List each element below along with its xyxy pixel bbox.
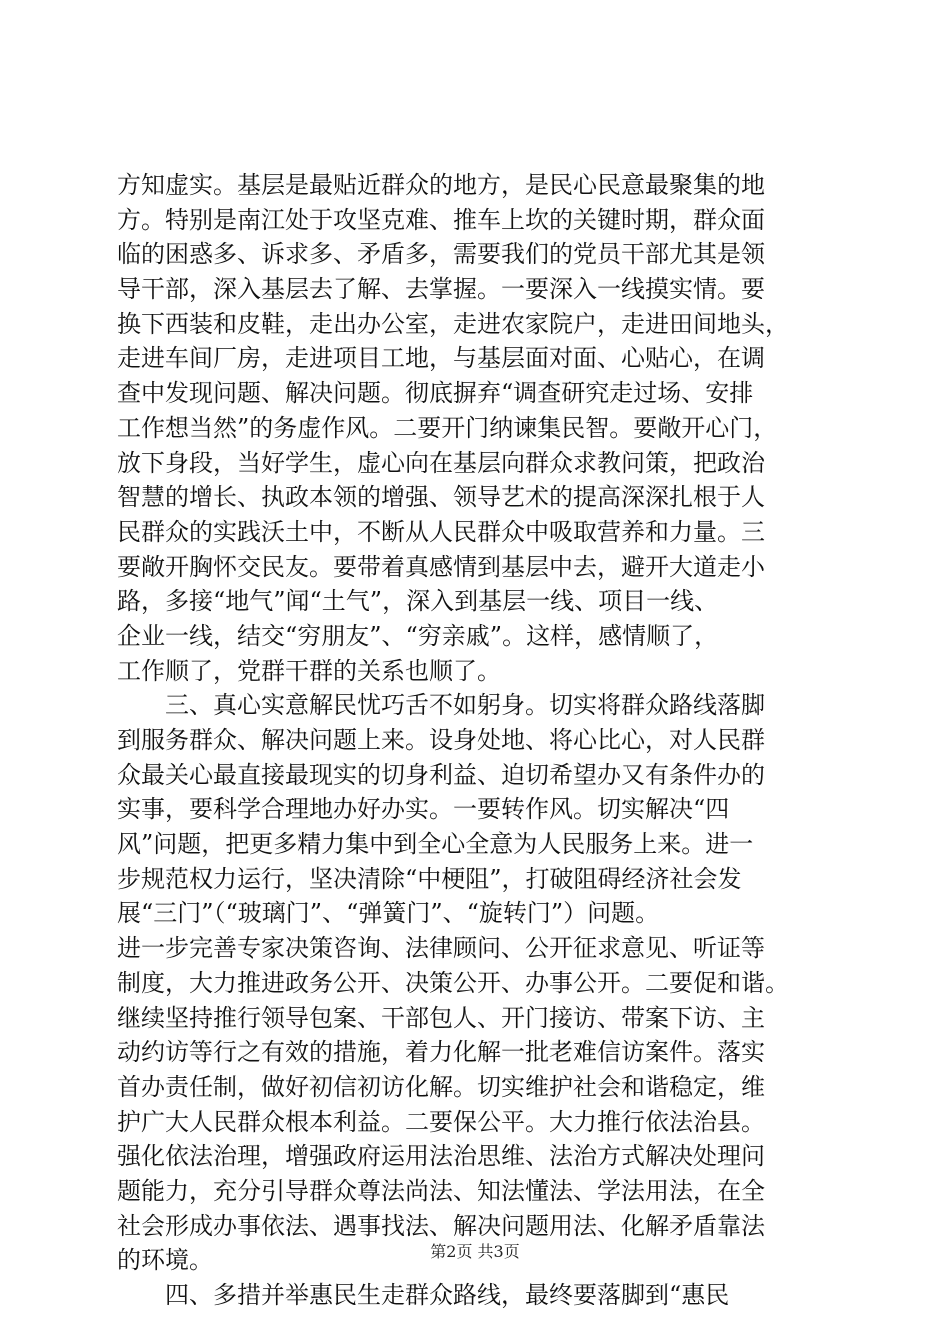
text-line: 的环境。 (117, 1246, 213, 1275)
text-line: 方。特别是南江处于攻坚克难、推车上坎的关键时期，群众面 (117, 205, 765, 234)
text-line: 路，多接“地气”闻“土气”，深入到基层一线、项目一线、 (117, 587, 719, 616)
text-line: 走进车间厂房，走进项目工地，与基层面对面、心贴心，在调 (117, 344, 765, 373)
text-line: 民群众的实践沃土中，不断从人民群众中吸取营养和力量。三 (117, 517, 765, 546)
text-line: 导干部，深入基层去了解、去掌握。一要深入一线摸实情。要 (117, 275, 765, 304)
paragraph-heading-line: 三、真心实意解民忧巧舌不如躬身。切实将群众路线落脚 (117, 691, 765, 720)
text-line: 到服务群众、解决问题上来。设身处地、将心比心，对人民群 (117, 726, 765, 754)
text-line: 风”问题，把更多精力集中到全心全意为人民服务上来。进一 (117, 830, 754, 859)
page-number-footer: 第2页 共3页 (430, 1242, 520, 1261)
text-line: 要敞开胸怀交民友。要带着真感情到基层中去，避开大道走小 (117, 552, 765, 581)
text-line: 题能力，充分引导群众尊法尚法、知法懂法、学法用法，在全 (117, 1176, 765, 1205)
text-line: 智慧的增长、执政本领的增强、领导艺术的提高深深扎根于人 (117, 483, 765, 512)
text-line: 继续坚持推行领导包案、干部包人、开门接访、带案下访、主 (117, 1003, 765, 1032)
text-line: 众最关心最直接最现实的切身利益、迫切希望办又有条件办的 (117, 760, 765, 789)
text-line: 临的困惑多、诉求多、矛盾多，需要我们的党员干部尤其是领 (117, 240, 765, 269)
text-line: 步规范权力运行，坚决清除“中梗阻”，打破阻碍经济社会发 (117, 864, 742, 893)
text-line: 展“三门”（“玻璃门”、“弹簧门”、“旋转门”）问题。 (117, 899, 660, 928)
text-line: 动约访等行之有效的措施，着力化解一批老难信访案件。落实 (117, 1038, 765, 1067)
text-line: 社会形成办事依法、遇事找法、解决问题用法、化解矛盾靠法 (117, 1211, 765, 1240)
text-line: 实事，要科学合理地办好办实。一要转作风。切实解决“四 (117, 795, 730, 824)
text-line: 首办责任制，做好初信初访化解。切实维护社会和谐稳定，维 (117, 1072, 765, 1101)
text-line: 工作想当然”的务虚作风。二要开门纳谏集民智。要敞开心门， (117, 413, 778, 442)
text-line: 放下身段，当好学生，虚心向在基层向群众求教问策，把政治 (117, 448, 765, 477)
text-line: 工作顺了，党群干群的关系也顺了。 (117, 656, 501, 685)
text-line: 强化依法治理，增强政府运用法治思维、法治方式解决处理问 (117, 1142, 765, 1171)
body-text (117, 168, 837, 1313)
text-line: 企业一线，结交“穷朋友”、“穷亲戚”。这样，感情顺了， (117, 621, 719, 650)
text-line: 查中发现问题、解决问题。彻底摒弃“调查研究走过场、安排 (117, 379, 754, 408)
text-line: 制度，大力推进政务公开、决策公开、办事公开。二要促和谐。 (117, 968, 789, 997)
text-line: 方知虚实。基层是最贴近群众的地方，是民心民意最聚集的地 (117, 171, 765, 199)
paragraph-heading-line: 四、多措并举惠民生走群众路线，最终要落脚到“惠民 (117, 1281, 730, 1309)
text-line: 进一步完善专家决策咨询、法律顾问、公开征求意见、听证等 (117, 934, 765, 963)
text-line: 换下西装和皮鞋，走出办公室，走进农家院户，走进田间地头， (117, 309, 789, 338)
text-line: 护广大人民群众根本利益。二要保公平。大力推行依法治县。 (117, 1107, 765, 1136)
